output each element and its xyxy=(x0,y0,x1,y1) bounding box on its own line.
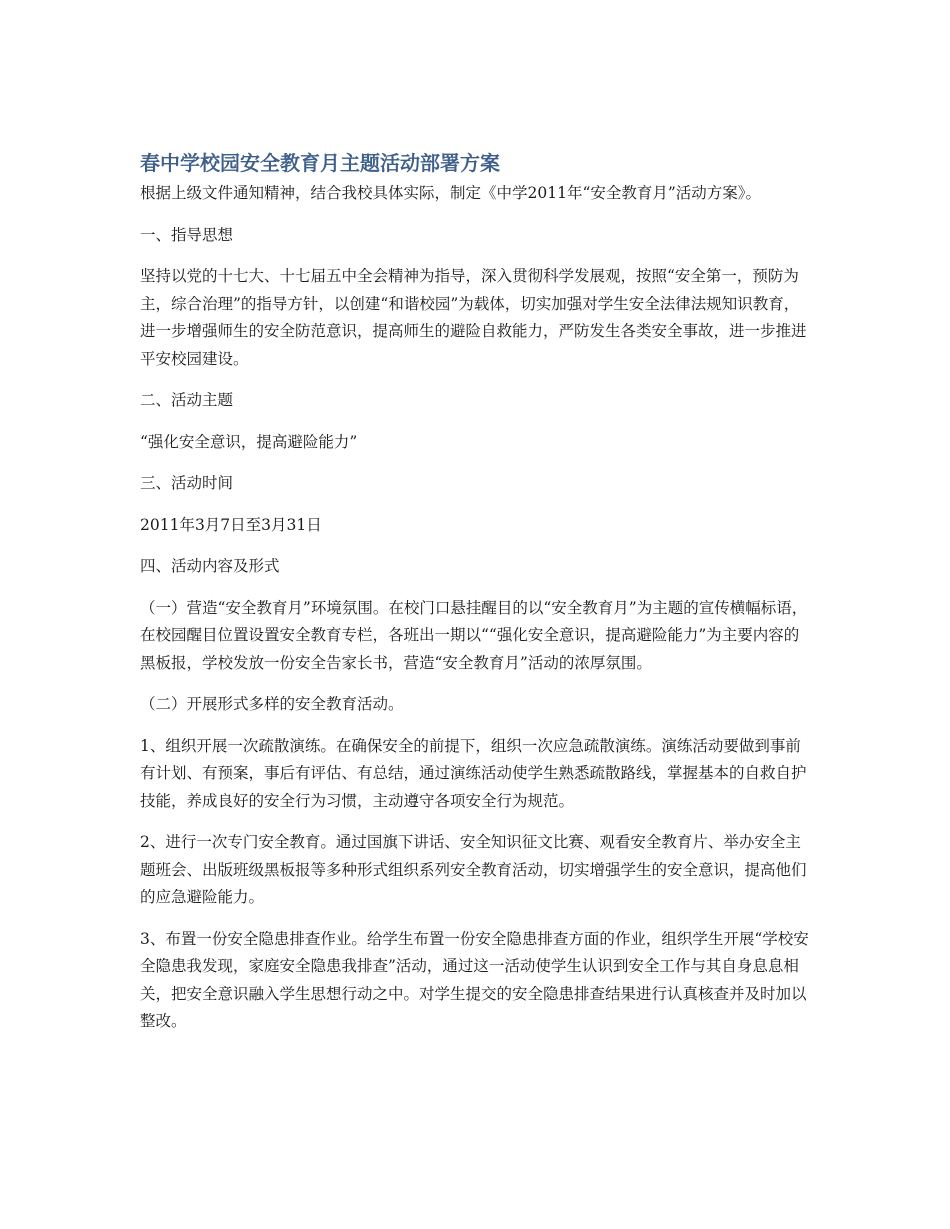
section-heading-activity-theme: 二、活动主题 xyxy=(140,391,234,409)
guiding-ideology-paragraph: 坚持以党的十七大、十七届五中全会精神为指导，深入贯彻科学发展观，按照“安全第一，预防为主，综合治理”的指导方针，以创建“和谐校园”为载体，切实加强对学生安全法律法规知识教育，进一步增强师生的安全防范意识，提高师生的避险自救能力，严防发生各类安全事故，进一步推进平安校园建设。 xyxy=(140,267,807,368)
intro-paragraph: 根据上级文件通知精神，结合我校具体实际，制定《中学2011年“安全教育月”活动方案》。 xyxy=(140,184,762,202)
activity-theme-paragraph: “强化安全意识，提高避险能力” xyxy=(140,432,358,451)
section-heading-guiding-ideology: 一、指导思想 xyxy=(140,225,234,244)
content-paragraph-atmosphere: （一）营造“安全教育月”环境氛围。在校门口悬挂醒目的以“安全教育月”为主题的宣传横幅标语，在校园醒目位置设置安全教育专栏，各班出一期以““强化安全意识，提高避险能力”为主要内容的黑板报，学校发放一份安全告家长书，营造“安全教育月”活动的浓厚氛围。 xyxy=(140,598,808,672)
content-paragraph-hazard-check: 3、布置一份安全隐患排查作业。给学生布置一份安全隐患排查方面的作业，组织学生开展“学校安全隐患我发现，家庭安全隐患我排查”活动，通过这一活动使学生认识到安全工作与其自身息息相关，把安全意识融入学生思想行动之中。对学生提交的安全隐患排查结果进行认真核查并及时加以整改。 xyxy=(140,929,809,1030)
activity-time-paragraph: 2011年3月7日至3月31日 xyxy=(140,515,322,534)
content-paragraph-safety-education: 2、进行一次专门安全教育。通过国旗下讲话、安全知识征文比赛、观看安全教育片、举办安全主题班会、出版班级黑板报等多种形式组织系列安全教育活动，切实增强学生的安全意识，提高他们的应急避险能力。 xyxy=(140,833,807,906)
document-title: 春中学校园安全教育月主题活动部署方案 xyxy=(140,151,500,175)
section-heading-activity-content: 四、活动内容及形式 xyxy=(140,557,280,575)
content-paragraph-activities: （二）开展形式多样的安全教育活动。 xyxy=(140,695,404,713)
document-page xyxy=(140,148,812,1036)
section-heading-activity-time: 三、活动时间 xyxy=(140,474,234,492)
content-paragraph-evacuation-drill: 1、组织开展一次疏散演练。在确保安全的前提下，组织一次应急疏散演练。演练活动要做到事前有计划、有预案，事后有评估、有总结，通过演练活动使学生熟悉疏散路线，掌握基本的自救自护技能，养成良好的安全行为习惯，主动遵守各项安全行为规范。 xyxy=(140,736,807,810)
